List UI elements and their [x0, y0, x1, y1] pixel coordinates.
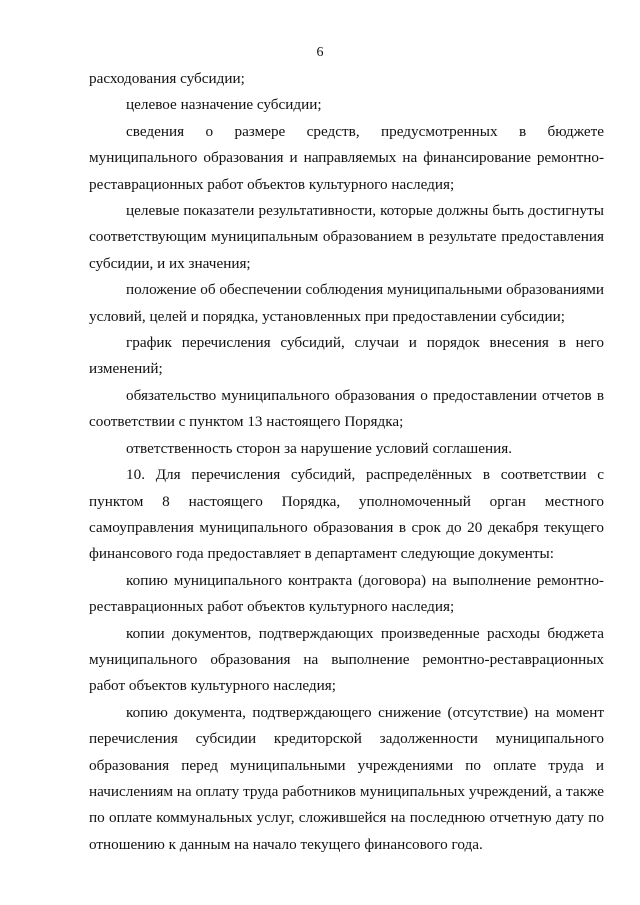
list-item-compliance-provision: положение об обеспечении соблюдения муниципальными образованиями условий, целей и порядка, установленных при предоставлении субсидии; [89, 281, 604, 325]
list-item-debt-reduction-document: копию документа, подтверждающего снижение (отсутствие) на момент перечисления субсидии кредиторской задолженности муниципального образования перед муниципальными учреждениями по оплате труда и начислениям на оплату труда работников муниципальных учреждений, а также по оплате коммунальных услуг, сложившейся на последнюю отчетную дату по отношению к данным на начало текущего финансового года. [89, 703, 604, 853]
list-item-funds-info: сведения о размере средств, предусмотренных в бюджете муниципального образования и направляемых на финансирование ремонтно-реставрационных работ объектов культурного наследия; [89, 122, 604, 193]
page-number: 6 [316, 45, 324, 60]
list-item-contract-copy: копию муниципального контракта (договора) на выполнение ремонтно-реставрационных работ объектов культурного наследия; [89, 571, 604, 616]
list-item-transfer-schedule: график перечисления субсидий, случаи и порядок внесения в него изменений; [89, 334, 604, 378]
list-item-reporting-obligation: обязательство муниципального образования о предоставлении отчетов в соответствии с пунктом 13 настоящего Порядка; [89, 386, 604, 431]
paragraph-continuation: расходования субсидии; [89, 70, 245, 87]
paragraph-section-10: 10. Для перечисления субсидий, распределённых в соответствии с пунктом 8 настоящего Порядка, уполномоченный орган местного самоуправления муниципального образования в срок до 20 декабря текущего финансового года предоставляет в департамент следующие документы: [89, 466, 604, 563]
document-body [89, 66, 604, 858]
list-item-expense-documents: копии документов, подтверждающих произведенные расходы бюджета муниципального образования на выполнение ремонтно-реставрационных работ объектов культурного наследия; [89, 624, 604, 695]
list-item-performance-indicators: целевые показатели результативности, которые должны быть достигнуты соответствующим муниципальным образованием в результате предоставления субсидии, и их значения; [89, 202, 604, 272]
list-item-purpose: целевое назначение субсидии; [126, 96, 322, 114]
list-item-liability: ответственность сторон за нарушение условий соглашения. [126, 439, 513, 457]
